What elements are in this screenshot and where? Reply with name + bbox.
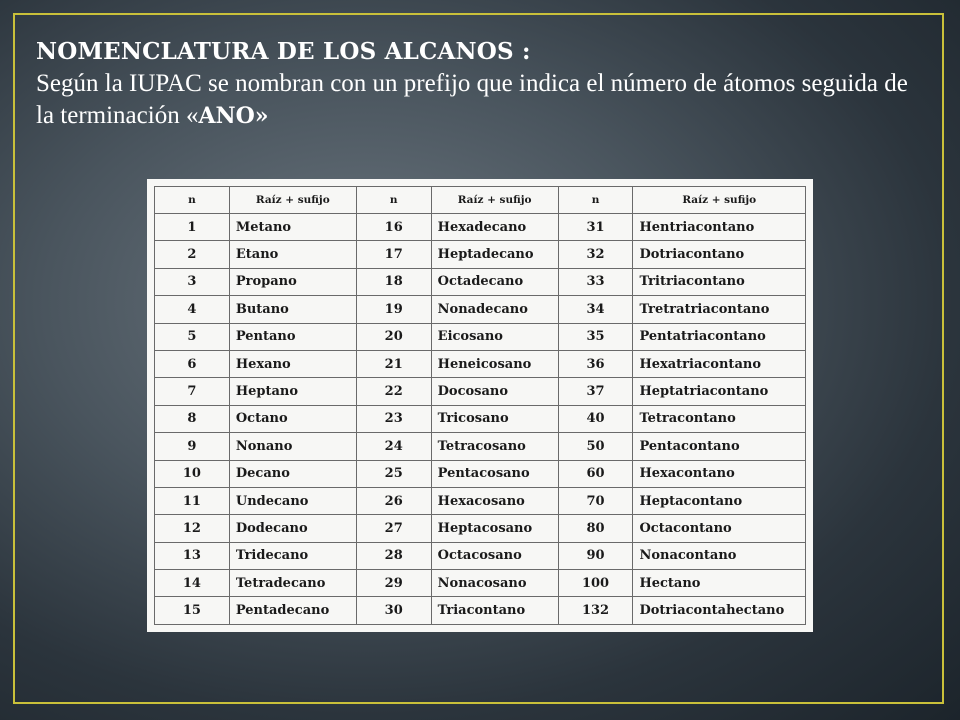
carbon-count-cell: 10 bbox=[155, 460, 230, 487]
header-root-suffix: Raíz + sufijo bbox=[431, 187, 558, 214]
alkane-name-cell: Pentano bbox=[229, 323, 356, 350]
carbon-count-cell: 28 bbox=[356, 542, 431, 569]
alkane-table-image bbox=[147, 179, 813, 632]
alkane-name-cell: Heneicosano bbox=[431, 350, 558, 377]
carbon-count-cell: 31 bbox=[558, 214, 633, 241]
table-row bbox=[155, 405, 806, 432]
alkane-name-cell: Hentriacontano bbox=[633, 214, 806, 241]
carbon-count-cell: 8 bbox=[155, 405, 230, 432]
carbon-count-cell: 4 bbox=[155, 296, 230, 323]
carbon-count-cell: 17 bbox=[356, 241, 431, 268]
alkane-name-cell: Heptacosano bbox=[431, 515, 558, 542]
table-row bbox=[155, 542, 806, 569]
header-root-suffix: Raíz + sufijo bbox=[229, 187, 356, 214]
carbon-count-cell: 18 bbox=[356, 268, 431, 295]
table-row bbox=[155, 597, 806, 625]
slide-title: NOMENCLATURA DE LOS ALCANOS : bbox=[36, 38, 531, 65]
table-row bbox=[155, 378, 806, 405]
carbon-count-cell: 5 bbox=[155, 323, 230, 350]
carbon-count-cell: 11 bbox=[155, 487, 230, 514]
alkane-name-cell: Propano bbox=[229, 268, 356, 295]
carbon-count-cell: 35 bbox=[558, 323, 633, 350]
table-body bbox=[155, 214, 806, 625]
carbon-count-cell: 23 bbox=[356, 405, 431, 432]
alkane-name-cell: Hexatriacontano bbox=[633, 350, 806, 377]
alkane-name-cell: Octacosano bbox=[431, 542, 558, 569]
carbon-count-cell: 90 bbox=[558, 542, 633, 569]
alkane-name-cell: Dodecano bbox=[229, 515, 356, 542]
table-row bbox=[155, 570, 806, 597]
alkane-name-cell: Docosano bbox=[431, 378, 558, 405]
alkane-name-cell: Tetracontano bbox=[633, 405, 806, 432]
carbon-count-cell: 3 bbox=[155, 268, 230, 295]
table-row bbox=[155, 433, 806, 460]
carbon-count-cell: 1 bbox=[155, 214, 230, 241]
alkane-name-cell: Heptadecano bbox=[431, 241, 558, 268]
alkane-name-cell: Tetracosano bbox=[431, 433, 558, 460]
carbon-count-cell: 12 bbox=[155, 515, 230, 542]
carbon-count-cell: 22 bbox=[356, 378, 431, 405]
alkane-nomenclature-table bbox=[154, 186, 806, 625]
carbon-count-cell: 60 bbox=[558, 460, 633, 487]
table-row bbox=[155, 350, 806, 377]
alkane-name-cell: Tridecano bbox=[229, 542, 356, 569]
table-header-row bbox=[155, 187, 806, 214]
carbon-count-cell: 16 bbox=[356, 214, 431, 241]
alkane-name-cell: Eicosano bbox=[431, 323, 558, 350]
table-row bbox=[155, 487, 806, 514]
carbon-count-cell: 2 bbox=[155, 241, 230, 268]
alkane-name-cell: Hexacontano bbox=[633, 460, 806, 487]
alkane-name-cell: Dotriacontahectano bbox=[633, 597, 806, 625]
carbon-count-cell: 34 bbox=[558, 296, 633, 323]
alkane-name-cell: Dotriacontano bbox=[633, 241, 806, 268]
alkane-name-cell: Octadecano bbox=[431, 268, 558, 295]
alkane-name-cell: Heptano bbox=[229, 378, 356, 405]
carbon-count-cell: 13 bbox=[155, 542, 230, 569]
alkane-name-cell: Etano bbox=[229, 241, 356, 268]
header-n: n bbox=[356, 187, 431, 214]
alkane-name-cell: Metano bbox=[229, 214, 356, 241]
table-row bbox=[155, 323, 806, 350]
alkane-name-cell: Hexacosano bbox=[431, 487, 558, 514]
table-row bbox=[155, 241, 806, 268]
alkane-name-cell: Nonacosano bbox=[431, 570, 558, 597]
carbon-count-cell: 7 bbox=[155, 378, 230, 405]
carbon-count-cell: 100 bbox=[558, 570, 633, 597]
carbon-count-cell: 33 bbox=[558, 268, 633, 295]
alkane-name-cell: Pentacontano bbox=[633, 433, 806, 460]
carbon-count-cell: 26 bbox=[356, 487, 431, 514]
alkane-name-cell: Heptatriacontano bbox=[633, 378, 806, 405]
table-row bbox=[155, 214, 806, 241]
alkane-name-cell: Butano bbox=[229, 296, 356, 323]
carbon-count-cell: 32 bbox=[558, 241, 633, 268]
alkane-name-cell: Tetradecano bbox=[229, 570, 356, 597]
alkane-name-cell: Triacontano bbox=[431, 597, 558, 625]
alkane-name-cell: Nonano bbox=[229, 433, 356, 460]
alkane-name-cell: Octacontano bbox=[633, 515, 806, 542]
alkane-name-cell: Undecano bbox=[229, 487, 356, 514]
carbon-count-cell: 6 bbox=[155, 350, 230, 377]
carbon-count-cell: 15 bbox=[155, 597, 230, 625]
alkane-name-cell: Pentatriacontano bbox=[633, 323, 806, 350]
alkane-name-cell: Hexano bbox=[229, 350, 356, 377]
carbon-count-cell: 20 bbox=[356, 323, 431, 350]
carbon-count-cell: 19 bbox=[356, 296, 431, 323]
carbon-count-cell: 36 bbox=[558, 350, 633, 377]
table-row bbox=[155, 460, 806, 487]
header-n: n bbox=[155, 187, 230, 214]
table-row bbox=[155, 515, 806, 542]
carbon-count-cell: 132 bbox=[558, 597, 633, 625]
alkane-name-cell: Heptacontano bbox=[633, 487, 806, 514]
subtitle-emphasis: ANO» bbox=[198, 103, 269, 129]
table-row bbox=[155, 296, 806, 323]
carbon-count-cell: 24 bbox=[356, 433, 431, 460]
header-root-suffix: Raíz + sufijo bbox=[633, 187, 806, 214]
alkane-name-cell: Hectano bbox=[633, 570, 806, 597]
alkane-name-cell: Pentacosano bbox=[431, 460, 558, 487]
carbon-count-cell: 27 bbox=[356, 515, 431, 542]
carbon-count-cell: 70 bbox=[558, 487, 633, 514]
carbon-count-cell: 30 bbox=[356, 597, 431, 625]
alkane-name-cell: Pentadecano bbox=[229, 597, 356, 625]
carbon-count-cell: 50 bbox=[558, 433, 633, 460]
carbon-count-cell: 9 bbox=[155, 433, 230, 460]
alkane-name-cell: Hexadecano bbox=[431, 214, 558, 241]
slide-heading bbox=[36, 36, 916, 132]
alkane-name-cell: Nonadecano bbox=[431, 296, 558, 323]
carbon-count-cell: 21 bbox=[356, 350, 431, 377]
alkane-name-cell: Decano bbox=[229, 460, 356, 487]
header-n: n bbox=[558, 187, 633, 214]
alkane-name-cell: Tricosano bbox=[431, 405, 558, 432]
table-row bbox=[155, 268, 806, 295]
alkane-name-cell: Tritriacontano bbox=[633, 268, 806, 295]
carbon-count-cell: 25 bbox=[356, 460, 431, 487]
slide-subtitle bbox=[36, 68, 916, 132]
alkane-name-cell: Octano bbox=[229, 405, 356, 432]
carbon-count-cell: 14 bbox=[155, 570, 230, 597]
carbon-count-cell: 29 bbox=[356, 570, 431, 597]
carbon-count-cell: 80 bbox=[558, 515, 633, 542]
carbon-count-cell: 37 bbox=[558, 378, 633, 405]
subtitle-text: Según la IUPAC se nombran con un prefijo que indica el número de átomos seguida de la terminación « bbox=[36, 70, 908, 129]
carbon-count-cell: 40 bbox=[558, 405, 633, 432]
alkane-name-cell: Tretratriacontano bbox=[633, 296, 806, 323]
alkane-name-cell: Nonacontano bbox=[633, 542, 806, 569]
